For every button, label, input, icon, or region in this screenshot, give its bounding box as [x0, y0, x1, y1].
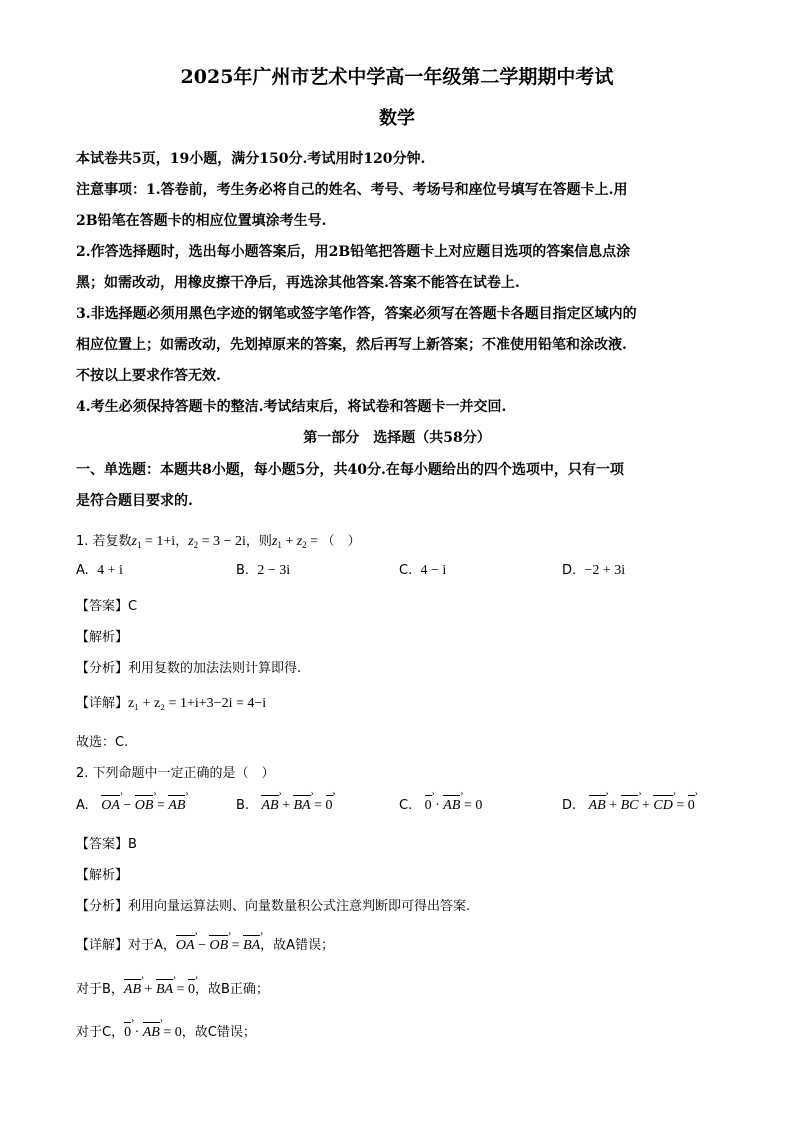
operator: + [605, 798, 621, 813]
q1-z1-sub: 1 [137, 540, 142, 550]
operator: − [119, 798, 135, 813]
vector-ob: OB › [135, 798, 154, 814]
q2-option-a [76, 798, 185, 814]
q2-detail-b [76, 978, 269, 998]
q2-method: 【分析】利用向量运算法则、向量数量积公式注意判断即可得出答案. [76, 899, 471, 914]
option-text: −2 + 3i [584, 563, 626, 578]
q1-analysis: 【解析】 [76, 630, 129, 645]
option-label: A. [76, 798, 89, 813]
q1-sum-a: z [271, 534, 278, 549]
q1-conclusion: 故选：C. [76, 735, 129, 750]
option-label: C. [399, 798, 413, 813]
notice-3b: 相应位置上；如需改动，先划掉原来的答案，然后再写上新答案；不准使用铅笔和涂改液. [76, 337, 627, 353]
q1-z2: z [188, 534, 194, 549]
q1-z1-val: = 1+i [141, 534, 176, 549]
q1-z2-sub: 2 [193, 540, 199, 550]
detail-suffix: ，故C错误； [181, 1025, 256, 1040]
vector-ab: AB › [261, 798, 278, 814]
equals: = [460, 798, 476, 813]
detail-suffix: ，故B正确； [194, 982, 269, 997]
detail-prefix: 对于B， [76, 982, 124, 997]
notice-4: 4.考生必须保持答题卡的整洁.考试结束后，将试卷和答题卡一并交回. [76, 399, 507, 415]
q1-sum-b-sub: 2 [302, 540, 307, 550]
q1-option-c [399, 563, 446, 579]
option-label: B. [236, 563, 250, 578]
operator: + [278, 798, 294, 813]
vector-oa: OA › [176, 938, 195, 954]
q2-option-d [562, 798, 695, 814]
operator: · [131, 1025, 143, 1040]
q1-eq: = [306, 534, 322, 549]
vector-ob: OB › [209, 938, 228, 954]
q1-option-a [76, 563, 123, 579]
q2-option-c [399, 798, 482, 814]
detail-tag: 【详解】 [76, 696, 129, 711]
q1-plus: + [281, 534, 297, 549]
detail-prefix: 【详解】对于A， [76, 938, 176, 953]
q1-stem [76, 530, 361, 550]
operator: · [431, 798, 444, 813]
q2-detail-c [76, 1021, 256, 1041]
q1-z1: z [131, 534, 137, 549]
q1-method: 【分析】利用复数的加法法则计算即得. [76, 661, 302, 676]
q2-analysis: 【解析】 [76, 868, 129, 883]
detail-prefix: 对于C， [76, 1025, 125, 1040]
q2-answer: 【答案】B [76, 837, 137, 852]
q1-prefix: 1. 若复数 [76, 534, 132, 549]
q1-paren: （ ） [321, 534, 361, 549]
q2-option-b [236, 798, 333, 814]
zero-vector: 0 › [326, 798, 333, 814]
zero-vector: 0 › [688, 798, 695, 814]
option-text: 4 + i [97, 563, 123, 578]
intro-line: 本试卷共5页，19小题，满分150分.考试用时120分钟. [76, 151, 426, 167]
option-text: 4 − i [420, 563, 447, 578]
equals: = [310, 798, 326, 813]
notice-2b: 黑；如需改动，用橡皮擦干净后，再选涂其他答案.答案不能答在试卷上. [76, 275, 520, 291]
part1-heading: 第一部分 选择题（共58分） [303, 430, 491, 446]
detail-expression: z₁ + z₂ = 1+i+3−2i = 4−i [128, 696, 267, 711]
vector-ab: AB › [124, 982, 141, 998]
section-a: 一、单选题：本题共8小题，每小题5分，共40分.在每小题给出的四个选项中，只有一项 [76, 462, 624, 478]
option-label: C. [399, 563, 413, 578]
q2-stem: 2. 下列命题中一定正确的是（ ） [76, 766, 275, 781]
equals: = [173, 982, 188, 997]
section-b: 是符合题目要求的. [76, 493, 193, 509]
exam-title: 2025年广州市艺术中学高一年级第二学期期中考试 [180, 66, 614, 88]
zero-vector: 0 › [425, 798, 432, 814]
equals: = [153, 798, 169, 813]
notice-1b: 2B铅笔在答题卡的相应位置填涂考生号. [76, 213, 327, 229]
zero-scalar: 0 [174, 1025, 182, 1040]
vector-bc: BC › [621, 798, 639, 814]
notice-1a: 注意事项：1.答卷前，考生务必将自己的姓名、考号、考场号和座位号填写在答题卡上.用 [76, 182, 628, 198]
vector-ba: BA › [243, 938, 260, 954]
operator: + [141, 982, 156, 997]
option-label: D. [562, 798, 577, 813]
q1-sum-a-sub: 1 [277, 540, 282, 550]
notice-2a: 2.作答选择题时，选出每小题答案后，用2B铅笔把答题卡上对应题目选项的答案信息点涂 [76, 244, 631, 260]
option-label: D. [562, 563, 577, 578]
detail-suffix: ，故A错误； [260, 938, 335, 953]
subject-title: 数学 [379, 108, 415, 129]
vector-cd: CD › [653, 798, 672, 814]
vector-ba: BA › [293, 798, 310, 814]
operator: − [194, 938, 210, 953]
vector-oa: OA › [101, 798, 120, 814]
equals: = [228, 938, 244, 953]
zero-vector: 0 › [188, 982, 195, 998]
q1-sum-b: z [296, 534, 303, 549]
operator: + [638, 798, 654, 813]
vector-ab: AB › [143, 1025, 160, 1041]
q1-answer: 【答案】C [76, 599, 138, 614]
notice-3a: 3.非选择题必须用黑色字迹的钢笔或签字笔作答，答案必须写在答题卡各题目指定区域内的 [76, 306, 637, 322]
option-label: B. [236, 798, 250, 813]
vector-ab: AB › [443, 798, 460, 814]
q1-detail [76, 692, 266, 712]
option-label: A. [76, 563, 89, 578]
zero-scalar: 0 [475, 798, 483, 813]
q1-then: ，则 [245, 534, 272, 549]
vector-ba: BA › [156, 982, 173, 998]
vector-ab: AB › [589, 798, 606, 814]
q1-option-b [236, 563, 290, 579]
q1-option-d [562, 563, 625, 579]
q2-detail-a [76, 934, 334, 954]
equals: = [672, 798, 688, 813]
q1-z2-val: = 3 − 2i [198, 534, 246, 549]
vector-ab: AB › [168, 798, 185, 814]
zero-vector: 0 › [124, 1025, 131, 1041]
option-text: 2 − 3i [257, 563, 291, 578]
q1-comma: ， [175, 534, 189, 549]
equals: = [159, 1025, 175, 1040]
notice-3c: 不按以上要求作答无效. [76, 368, 221, 384]
